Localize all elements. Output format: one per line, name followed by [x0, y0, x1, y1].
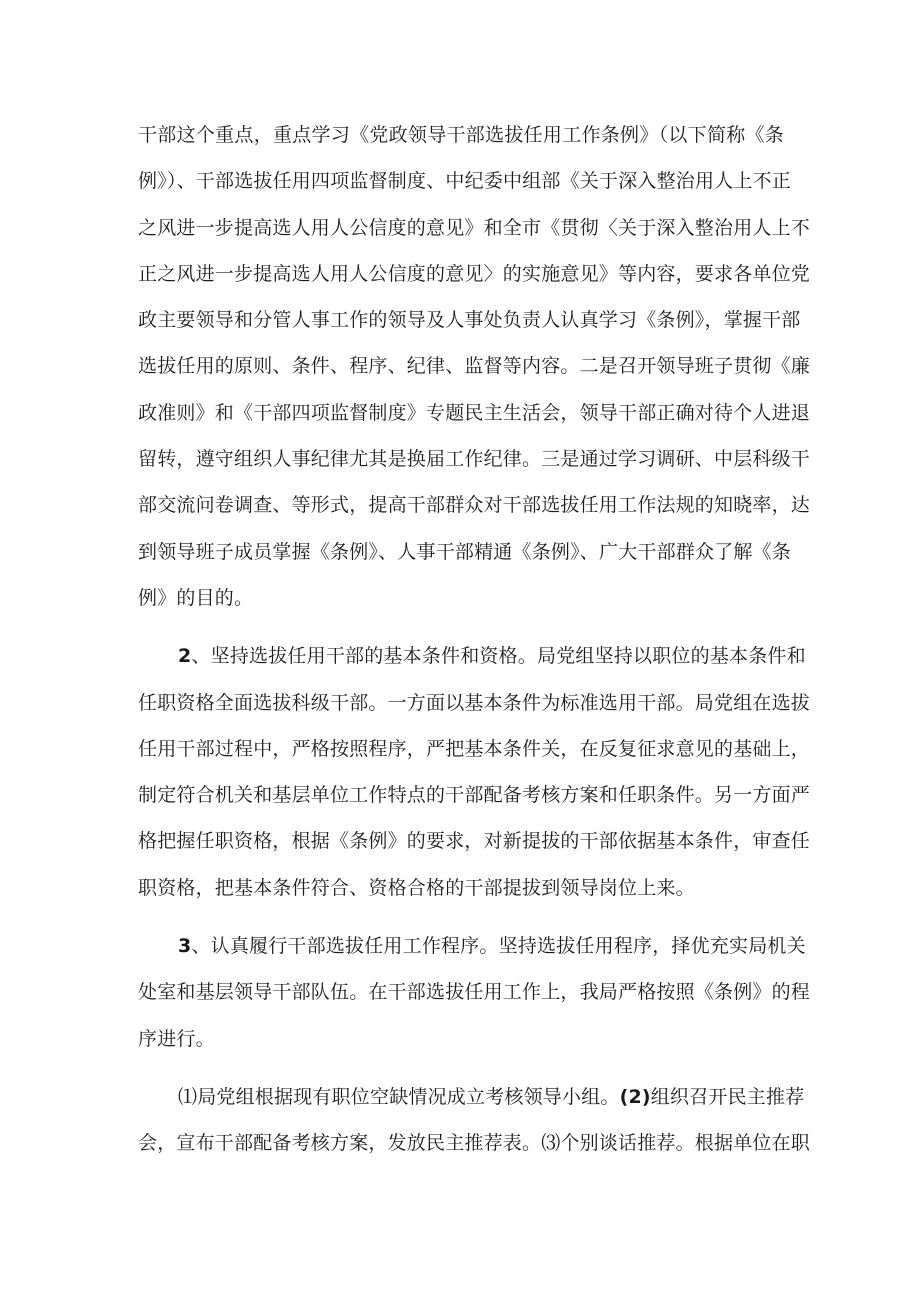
text-line: 职资格，把基本条件符合、资格合格的干部提拔到领导岗位上来。 — [138, 876, 695, 899]
text-line: 格把握任职资格，根据《条例》的要求，对新提拔的干部依据基本条件，审查任 — [138, 830, 811, 853]
paragraph-3 — [138, 923, 811, 1062]
paragraph-number: 3 — [178, 935, 192, 958]
text-line: 制定符合机关和基层单位工作特点的干部配备考核方案和任职条件。另一方面严 — [138, 784, 811, 807]
text-line: 例》）、干部选拔任用四项监督制度、中纪委中组部《关于深入整治用人上不正 — [138, 170, 792, 193]
text-line: 政主要领导和分管人事工作的领导及人事处负责人认真学习《条例》，掌握干部 — [138, 309, 801, 332]
text-line: 留转，遵守组织人事纪律尤其是换届工作纪律。三是通过学习调研、中层科级干 — [138, 448, 811, 471]
text-line: 序进行。 — [138, 1027, 215, 1050]
paragraph-4 — [138, 1074, 811, 1167]
text-line: 正之风进一步提高选人用人公信度的意见〉的实施意见》等内容，要求各单位党 — [138, 262, 811, 285]
text-line — [138, 1074, 805, 1120]
text-line: 选拔任用的原则、条件、程序、纪律、监督等内容。二是召开领导班子贯彻《廉 — [138, 355, 811, 378]
paragraph-2 — [138, 633, 811, 911]
list-number-2: (2) — [619, 1085, 651, 1108]
text-line: 处室和基层领导干部队伍。在干部选拔任用工作上，我局严格按照《条例》的程 — [138, 981, 811, 1004]
paragraph-number: 2 — [178, 645, 192, 668]
text-line: 任用干部过程中，严格按照程序，严把基本条件关，在反复征求意见的基础上， — [138, 737, 811, 760]
text-line: 到领导班子成员掌握《条例》、人事干部精通《条例》、广大干部群众了解《条 — [138, 540, 792, 563]
paragraph-heading: 、坚持选拔任用干部的基本条件和资格。局党组坚持以职位的基本条件和 — [191, 645, 806, 668]
text-line: 部交流问卷调查、等形式，提高干部群众对干部选拔任用工作法规的知晓率，达 — [138, 494, 811, 517]
text-line: 例》的目的。 — [138, 586, 254, 609]
text-line: 干部这个重点，重点学习《党政领导干部选拔任用工作条例》（以下简称《条 — [138, 124, 784, 146]
text-line — [138, 923, 806, 969]
text-line: 任职资格全面选拔科级干部。一方面以基本条件为标准选用干部。局党组在选拔 — [138, 691, 811, 714]
text-line: 政准则》和《干部四项监督制度》专题民主生活会，领导干部正确对待个人进退 — [138, 401, 811, 424]
text-line — [138, 633, 806, 679]
document-page — [138, 112, 811, 1167]
paragraph-1 — [138, 112, 811, 621]
list-item-2: 组织召开民主推荐 — [650, 1085, 805, 1108]
list-item-1: ⑴局党组根据现有职位空缺情况成立考核领导小组。 — [178, 1085, 620, 1108]
text-line: 之风进一步提高选人用人公信度的意见》和全市《贯彻〈关于深入整治用人上不 — [138, 216, 811, 239]
text-line: 会，宣布干部配备考核方案，发放民主推荐表。⑶个别谈话推荐。根据单位在职 — [138, 1132, 811, 1155]
paragraph-heading: 、认真履行干部选拔任用工作程序。坚持选拔任用程序，择优充实局机关 — [191, 935, 806, 958]
